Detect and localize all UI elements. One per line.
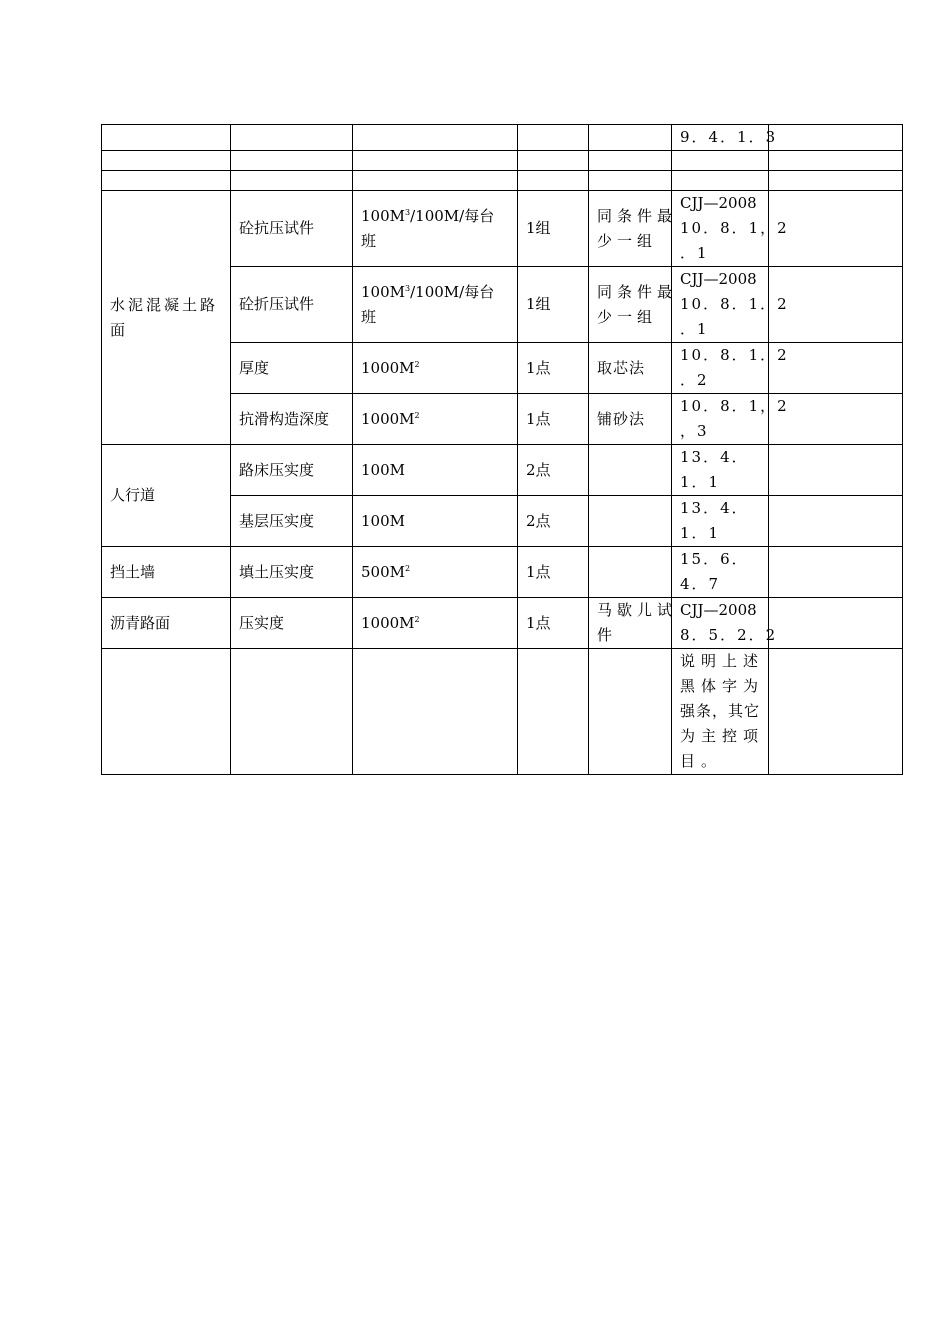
quantity-cell: 2点 xyxy=(518,445,589,496)
category-cell: 挡土墙 xyxy=(102,547,231,598)
item-cell: 基层压实度 xyxy=(231,496,353,547)
item-cell: 填土压实度 xyxy=(231,547,353,598)
standard-cell: 13．4．1．1 xyxy=(672,496,769,547)
frequency-cell: $1000M^2$ xyxy=(353,343,518,394)
category-cell: 沥青路面 xyxy=(102,598,231,649)
frequency-cell: $100M^3/100M/$每台班 xyxy=(353,191,518,267)
quantity-cell: 1点 xyxy=(518,598,589,649)
method-cell: 同条件最 少一组 xyxy=(589,267,672,343)
frequency-cell: $100M^3/100M/$每台班 xyxy=(353,267,518,343)
inspection-table xyxy=(101,124,903,775)
item-cell xyxy=(231,125,353,151)
category-cell: 人行道 xyxy=(102,445,231,547)
method-cell: 马歇儿试 件 xyxy=(589,598,672,649)
note-cell xyxy=(769,445,903,496)
item-cell: 路床压实度 xyxy=(231,445,353,496)
quantity-cell: 1点 xyxy=(518,343,589,394)
method-cell: 取芯法 xyxy=(589,343,672,394)
category-cell: 水泥混凝土路面 xyxy=(102,191,231,445)
note-cell xyxy=(769,649,903,775)
frequency-cell: $1000M^2$ xyxy=(353,598,518,649)
item-cell: 砼抗压试件 xyxy=(231,191,353,267)
frequency-cell xyxy=(353,125,518,151)
standard-cell: 9．4．1．3 xyxy=(672,125,769,151)
table-row xyxy=(102,171,903,191)
item-cell: 砼折压试件 xyxy=(231,267,353,343)
table-row xyxy=(102,445,903,496)
method-cell xyxy=(589,125,672,151)
table-row xyxy=(102,125,903,151)
note-cell xyxy=(769,598,903,649)
table-row xyxy=(102,151,903,171)
note-text-cell: 说明上述 黑体字为 强条，其它 为主控项 目。 xyxy=(672,649,769,775)
quantity-cell xyxy=(518,125,589,151)
frequency-cell: 100M xyxy=(353,496,518,547)
standard-cell: 10．8．1，2 ，3 xyxy=(672,394,769,445)
standard-cell: CJJ—2008 10．8．1，2 ．1 xyxy=(672,191,769,267)
item-cell: 厚度 xyxy=(231,343,353,394)
quantity-cell: 1组 xyxy=(518,267,589,343)
quantity-cell: 1点 xyxy=(518,394,589,445)
note-cell xyxy=(769,547,903,598)
standard-cell: 10．8．1．2 ．2 xyxy=(672,343,769,394)
item-cell: 抗滑构造深度 xyxy=(231,394,353,445)
table-row xyxy=(102,191,903,267)
table-row xyxy=(102,649,903,775)
quantity-cell: 1点 xyxy=(518,547,589,598)
frequency-cell: 100M xyxy=(353,445,518,496)
quantity-cell: 2点 xyxy=(518,496,589,547)
category-cell xyxy=(102,125,231,151)
method-cell xyxy=(589,445,672,496)
standard-cell: 15．6．4．7 xyxy=(672,547,769,598)
standard-cell: CJJ—2008 8．5．2．2 xyxy=(672,598,769,649)
standard-cell: CJJ—2008 10．8．1．2 ．1 xyxy=(672,267,769,343)
quantity-cell: 1组 xyxy=(518,191,589,267)
method-cell: 铺砂法 xyxy=(589,394,672,445)
frequency-cell: $1000M^2$ xyxy=(353,394,518,445)
frequency-cell: $500M^2$ xyxy=(353,547,518,598)
method-cell xyxy=(589,547,672,598)
note-cell xyxy=(769,496,903,547)
table-row xyxy=(102,547,903,598)
note-cell xyxy=(769,125,903,151)
item-cell: 压实度 xyxy=(231,598,353,649)
table-row xyxy=(102,598,903,649)
standard-cell: 13．4．1．1 xyxy=(672,445,769,496)
method-cell: 同条件最 少一组 xyxy=(589,191,672,267)
method-cell xyxy=(589,496,672,547)
